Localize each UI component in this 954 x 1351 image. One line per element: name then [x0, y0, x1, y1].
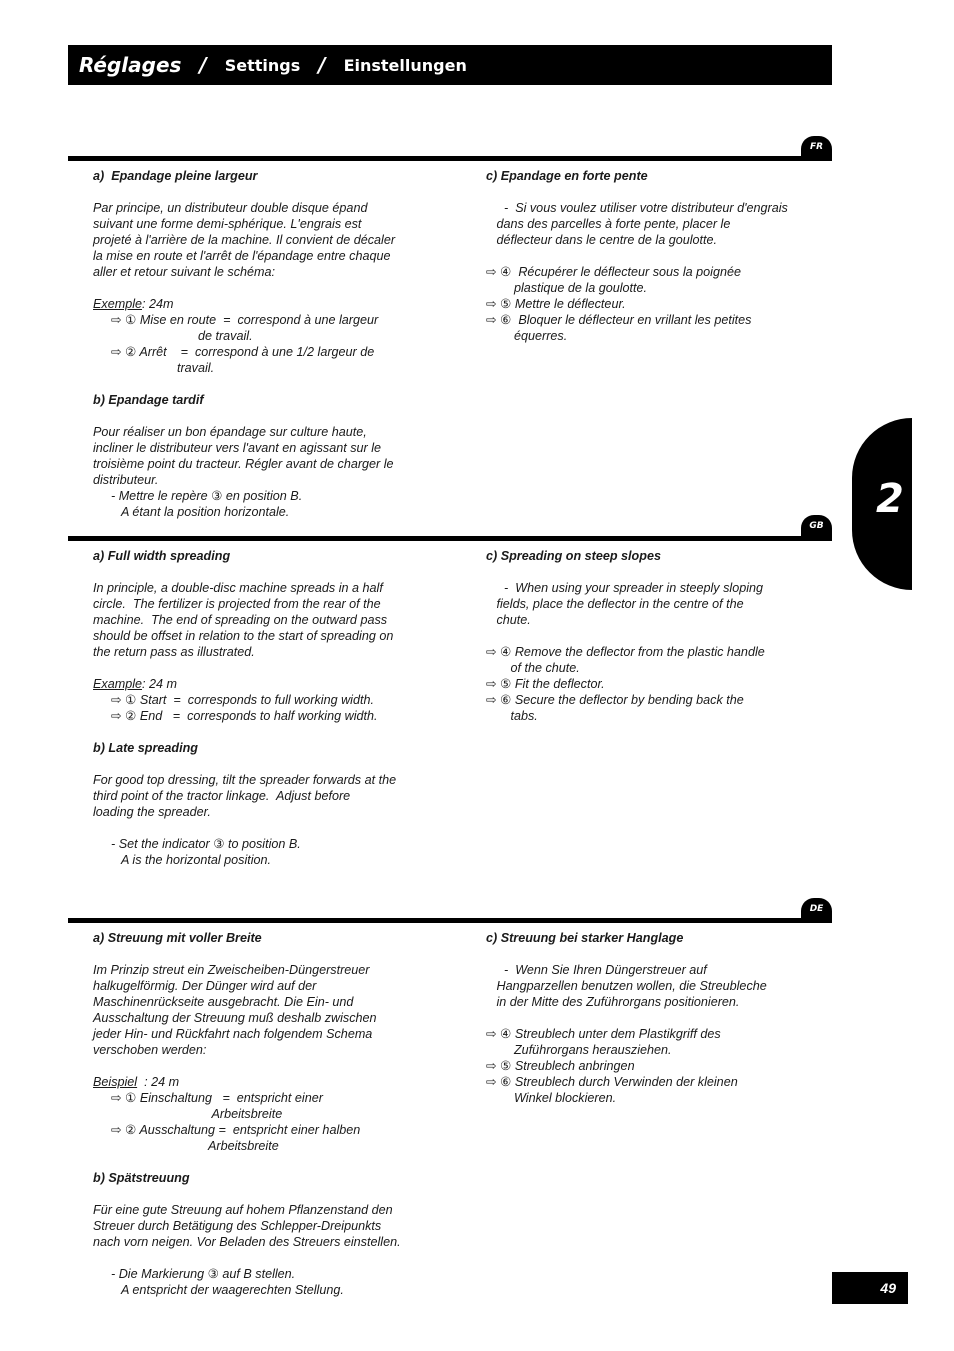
title-separator: /: [318, 53, 326, 77]
text-line: ⇨ ① Einschaltung = entspricht einer: [111, 1091, 323, 1105]
text-line: third point of the tractor linkage. Adjust before: [93, 789, 351, 803]
text-line: A étant la position horizontale.: [121, 505, 290, 519]
text-line: Winkel blockieren.: [486, 1091, 617, 1105]
text-line: - Set the indicator ③ to position B.: [111, 837, 301, 851]
text-line: ⇨ ⑤ Mettre le déflecteur.: [486, 297, 626, 311]
blank-line: [486, 184, 826, 200]
text-line: plastique de la goulotte.: [486, 281, 648, 295]
text-line: Für eine gute Streuung auf hohem Pflanzenstand den: [93, 1203, 393, 1217]
gb-right-column: [486, 548, 826, 724]
page-number: 49: [832, 1272, 908, 1304]
text-line: b) Late spreading: [93, 741, 198, 755]
text-line: c) Epandage en forte pente: [486, 169, 648, 183]
blank-line: [93, 660, 433, 676]
text-line: ⇨ ② Ausschaltung = entspricht einer halben: [111, 1123, 361, 1137]
blank-line: [486, 1010, 826, 1026]
text-line: équerres.: [486, 329, 568, 343]
title-fr: Réglages: [79, 53, 182, 77]
text-line: ⇨ ① Start = corresponds to full working width.: [111, 693, 374, 707]
text-line: ⇨ ⑤ Streublech anbringen: [486, 1059, 635, 1073]
text-line: In principle, a double-disc machine spreads in a half: [93, 581, 383, 595]
text-line: a) Full width spreading: [93, 549, 231, 563]
text-line: Hangparzellen benutzen wollen, die Streubleche: [486, 979, 767, 993]
text-line: Maschinenrückseite ausgebracht. Die Ein- und: [93, 995, 354, 1009]
text-line: dans des parcelles à forte pente, placer le: [486, 217, 731, 231]
text-line: projeté à l'arrière de la machine. Il convient de décaler: [93, 233, 396, 247]
chapter-tab: [852, 418, 912, 590]
text-line: - Si vous voulez utiliser votre distributeur d'engrais: [504, 201, 788, 215]
text-line: Im Prinzip streut ein Zweischeiben-Düngerstreuer: [93, 963, 370, 977]
title-separator: /: [199, 53, 207, 77]
gb-left-column: [93, 548, 433, 868]
text-line: ⇨ ⑥ Bloquer le déflecteur en vrillant les petites: [486, 313, 752, 327]
page-header: [68, 45, 832, 85]
text-line: ⇨ ④ Streublech unter dem Plastikgriff des: [486, 1027, 721, 1041]
section-rule-de: [68, 918, 832, 923]
blank-line: [93, 184, 433, 200]
text-line: travail.: [93, 361, 215, 375]
text-line: de travail.: [93, 329, 253, 343]
text-line: - When using your spreader in steeply sloping: [504, 581, 764, 595]
text-line: b) Epandage tardif: [93, 393, 204, 407]
text-line: la mise en route et l'arrêt de l'épandage entre chaque: [93, 249, 391, 263]
text-line: ⇨ ④ Récupérer le déflecteur sous la poignée: [486, 265, 741, 279]
text-line: b) Spätstreuung: [93, 1171, 190, 1185]
de-right-column: [486, 930, 826, 1106]
text-line: Pour réaliser un bon épandage sur culture haute,: [93, 425, 367, 439]
title-gb: Settings: [224, 55, 301, 75]
blank-line: [486, 248, 826, 264]
text-line: Beispiel : 24 m: [93, 1075, 180, 1089]
text-line: circle. The fertilizer is projected from the rear of the: [93, 597, 381, 611]
text-line: déflecteur dans le centre de la goulotte.: [486, 233, 718, 247]
blank-line: [93, 1250, 433, 1266]
blank-line: [93, 724, 433, 740]
blank-line: [93, 1154, 433, 1170]
text-line: nach vorn neigen. Vor Beladen des Streuers einstellen.: [93, 1235, 401, 1249]
text-line: fields, place the deflector in the centre of the: [486, 597, 744, 611]
text-line: Arbeitsbreite: [93, 1139, 279, 1153]
blank-line: [93, 1186, 433, 1202]
blank-line: [93, 408, 433, 424]
text-line: Ausschaltung der Streuung muß deshalb zwischen: [93, 1011, 377, 1025]
text-line: Arbeitsbreite: [93, 1107, 283, 1121]
chapter-number: 2: [876, 476, 904, 522]
blank-line: [93, 564, 433, 580]
section-rule-gb: [68, 536, 832, 541]
text-line: loading the spreader.: [93, 805, 211, 819]
text-line: halkugelförmig. Der Dünger wird auf der: [93, 979, 317, 993]
text-line: verschoben werden:: [93, 1043, 207, 1057]
text-line: Exemple: 24m: [93, 297, 174, 311]
text-line: suivant une forme demi-sphérique. L'engrais est: [93, 217, 362, 231]
blank-line: [93, 756, 433, 772]
text-line: ⇨ ② Arrêt = correspond à une 1/2 largeur de: [111, 345, 375, 359]
text-line: For good top dressing, tilt the spreader forwards at the: [93, 773, 397, 787]
fr-right-column: [486, 168, 826, 344]
text-line: a) Epandage pleine largeur: [93, 169, 258, 183]
text-line: jeder Hin- und Rückfahrt nach folgendem Schema: [93, 1027, 373, 1041]
text-line: of the chute.: [486, 661, 580, 675]
section-rule-fr: [68, 156, 832, 161]
text-line: should be offset in relation to the start of spreading on: [93, 629, 394, 643]
text-line: machine. The end of spreading on the outward pass: [93, 613, 388, 627]
blank-line: [93, 946, 433, 962]
blank-line: [486, 564, 826, 580]
text-line: distributeur.: [93, 473, 159, 487]
blank-line: [93, 820, 433, 836]
text-line: tabs.: [486, 709, 538, 723]
text-line: Streuer durch Betätigung des Schlepper-Dreipunkts: [93, 1219, 382, 1233]
text-line: a) Streuung mit voller Breite: [93, 931, 262, 945]
text-line: - Mettre le repère ③ en position B.: [111, 489, 303, 503]
text-line: the return pass as illustrated.: [93, 645, 255, 659]
blank-line: [93, 376, 433, 392]
blank-line: [486, 946, 826, 962]
text-line: - Wenn Sie Ihren Düngerstreuer auf: [504, 963, 707, 977]
text-line: aller et retour suivant le schéma:: [93, 265, 275, 279]
text-line: ⇨ ① Mise en route = correspond à une largeur: [111, 313, 379, 327]
text-line: - Die Markierung ③ auf B stellen.: [111, 1267, 296, 1281]
blank-line: [93, 280, 433, 296]
text-line: c) Streuung bei starker Hanglage: [486, 931, 684, 945]
blank-line: [486, 628, 826, 644]
text-line: A entspricht der waagerechten Stellung.: [121, 1283, 344, 1297]
text-line: troisième point du tracteur. Régler avant de charger le: [93, 457, 394, 471]
text-line: ⇨ ⑥ Secure the deflector by bending back the: [486, 693, 744, 707]
text-line: Zuführorgans herausziehen.: [486, 1043, 672, 1057]
text-line: in der Mitte des Zuführorgans positionieren.: [486, 995, 740, 1009]
text-line: ⇨ ② End = corresponds to half working width.: [111, 709, 378, 723]
language-tag-gb: GB: [801, 515, 832, 537]
language-tag-de: DE: [801, 898, 832, 920]
de-left-column: [93, 930, 433, 1298]
text-line: chute.: [486, 613, 531, 627]
text-line: ⇨ ④ Remove the deflector from the plastic handle: [486, 645, 765, 659]
fr-left-column: [93, 168, 433, 520]
text-line: c) Spreading on steep slopes: [486, 549, 661, 563]
text-line: A is the horizontal position.: [121, 853, 272, 867]
text-line: Par principe, un distributeur double disque épand: [93, 201, 368, 215]
text-line: ⇨ ⑥ Streublech durch Verwinden der kleinen: [486, 1075, 738, 1089]
text-line: Example: 24 m: [93, 677, 177, 691]
blank-line: [93, 1058, 433, 1074]
title-de: Einstellungen: [343, 55, 467, 75]
text-line: incliner le distributeur vers l'avant en agissant sur le: [93, 441, 382, 455]
text-line: ⇨ ⑤ Fit the deflector.: [486, 677, 605, 691]
language-tag-fr: FR: [801, 136, 832, 158]
